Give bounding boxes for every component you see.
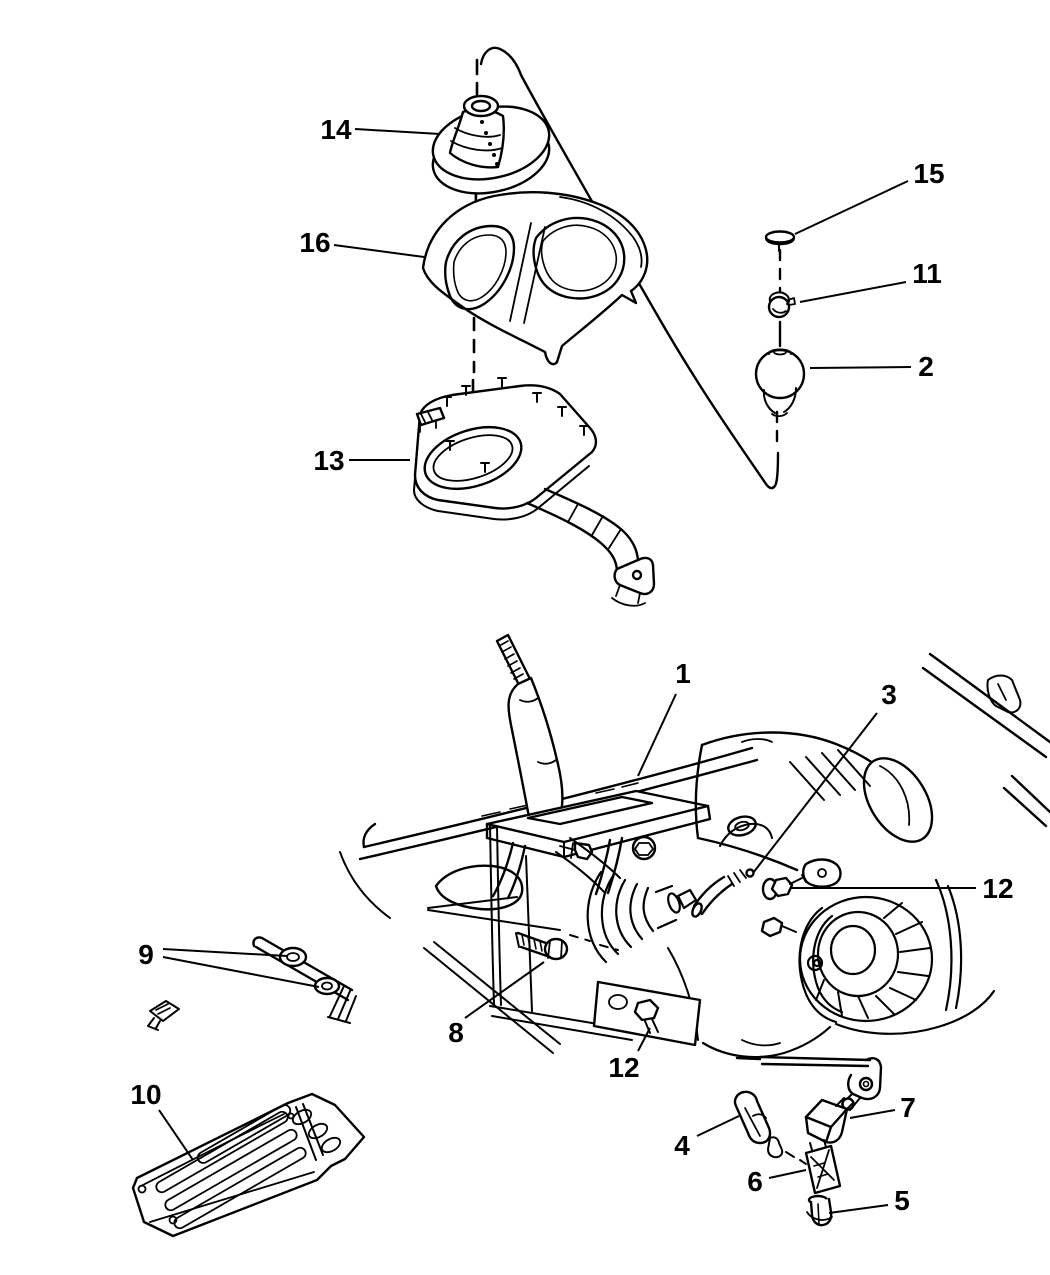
part-8-bolt [516, 933, 567, 959]
callout-leader-skid-plate [159, 1110, 193, 1160]
callout-leader-isolator-bracket [769, 1170, 806, 1178]
callout-leader-rail-nuts-0 [163, 949, 287, 956]
part-11-knob-bushing [769, 292, 795, 317]
part-16-console-bezel [423, 192, 647, 364]
part-14-shift-boot [426, 96, 556, 204]
callout-leader-shift-knob-ball [810, 367, 911, 368]
callout-label-bolt-front: 8 [448, 1017, 464, 1049]
callout-label-bolt-lower: 12 [608, 1052, 640, 1084]
body-edge-lines [923, 654, 1050, 826]
part-6-isolator [806, 1140, 840, 1193]
part-3-lever-pin [690, 870, 753, 919]
callout-label-shift-boot-knob-collar: 14 [320, 114, 352, 146]
callout-label-gearshift-lever: 1 [675, 658, 691, 690]
callout-leader-gearshift-lever [638, 694, 676, 776]
callout-label-rail-nuts: 9 [138, 939, 154, 971]
callout-label-isolator-bracket: 6 [747, 1166, 763, 1198]
part-13-cover-plate [414, 378, 654, 606]
part-4-pin [735, 1092, 806, 1164]
callout-leader-pin [697, 1116, 739, 1136]
part-2-shift-knob [756, 350, 804, 417]
callout-label-shift-knob-ball: 2 [918, 351, 934, 383]
part-5-bolt [807, 1196, 832, 1225]
callout-label-lever-pin: 3 [881, 679, 897, 711]
part-9-rail-and-nuts [253, 937, 356, 1023]
callout-label-pin: 4 [674, 1130, 690, 1162]
callout-leader-shift-boot-knob-collar [355, 129, 440, 134]
pivot-socket-and-bolt-12-right [720, 814, 841, 936]
callout-label-knob-bushing: 11 [912, 258, 942, 290]
part-1-gearshift-lever [497, 635, 562, 828]
callout-leader-console-bezel [334, 245, 424, 257]
shifter-base-plate [436, 791, 710, 909]
finned-damper-disc [703, 880, 994, 1057]
callout-label-bolt-right: 12 [982, 873, 1014, 905]
callout-leader-knob-bushing [800, 282, 906, 302]
callout-label-skid-plate: 10 [130, 1079, 162, 1111]
callout-leader-switch [850, 1110, 895, 1118]
callout-label-switch: 7 [900, 1092, 916, 1124]
callout-leader-bolt-bottom [829, 1205, 888, 1213]
callout-label-console-bezel: 16 [299, 227, 331, 259]
shift-lever-bellows [588, 872, 696, 962]
callout-leader-knob-cap [795, 181, 908, 234]
part-15-knob-cap [766, 232, 794, 252]
callout-label-shifter-cover-plate: 13 [313, 445, 345, 477]
callout-label-knob-cap: 15 [913, 158, 945, 190]
callout-label-bolt-bottom: 5 [894, 1185, 910, 1217]
clip-nut [148, 1001, 179, 1030]
part-10-skid-plate [133, 1094, 364, 1236]
